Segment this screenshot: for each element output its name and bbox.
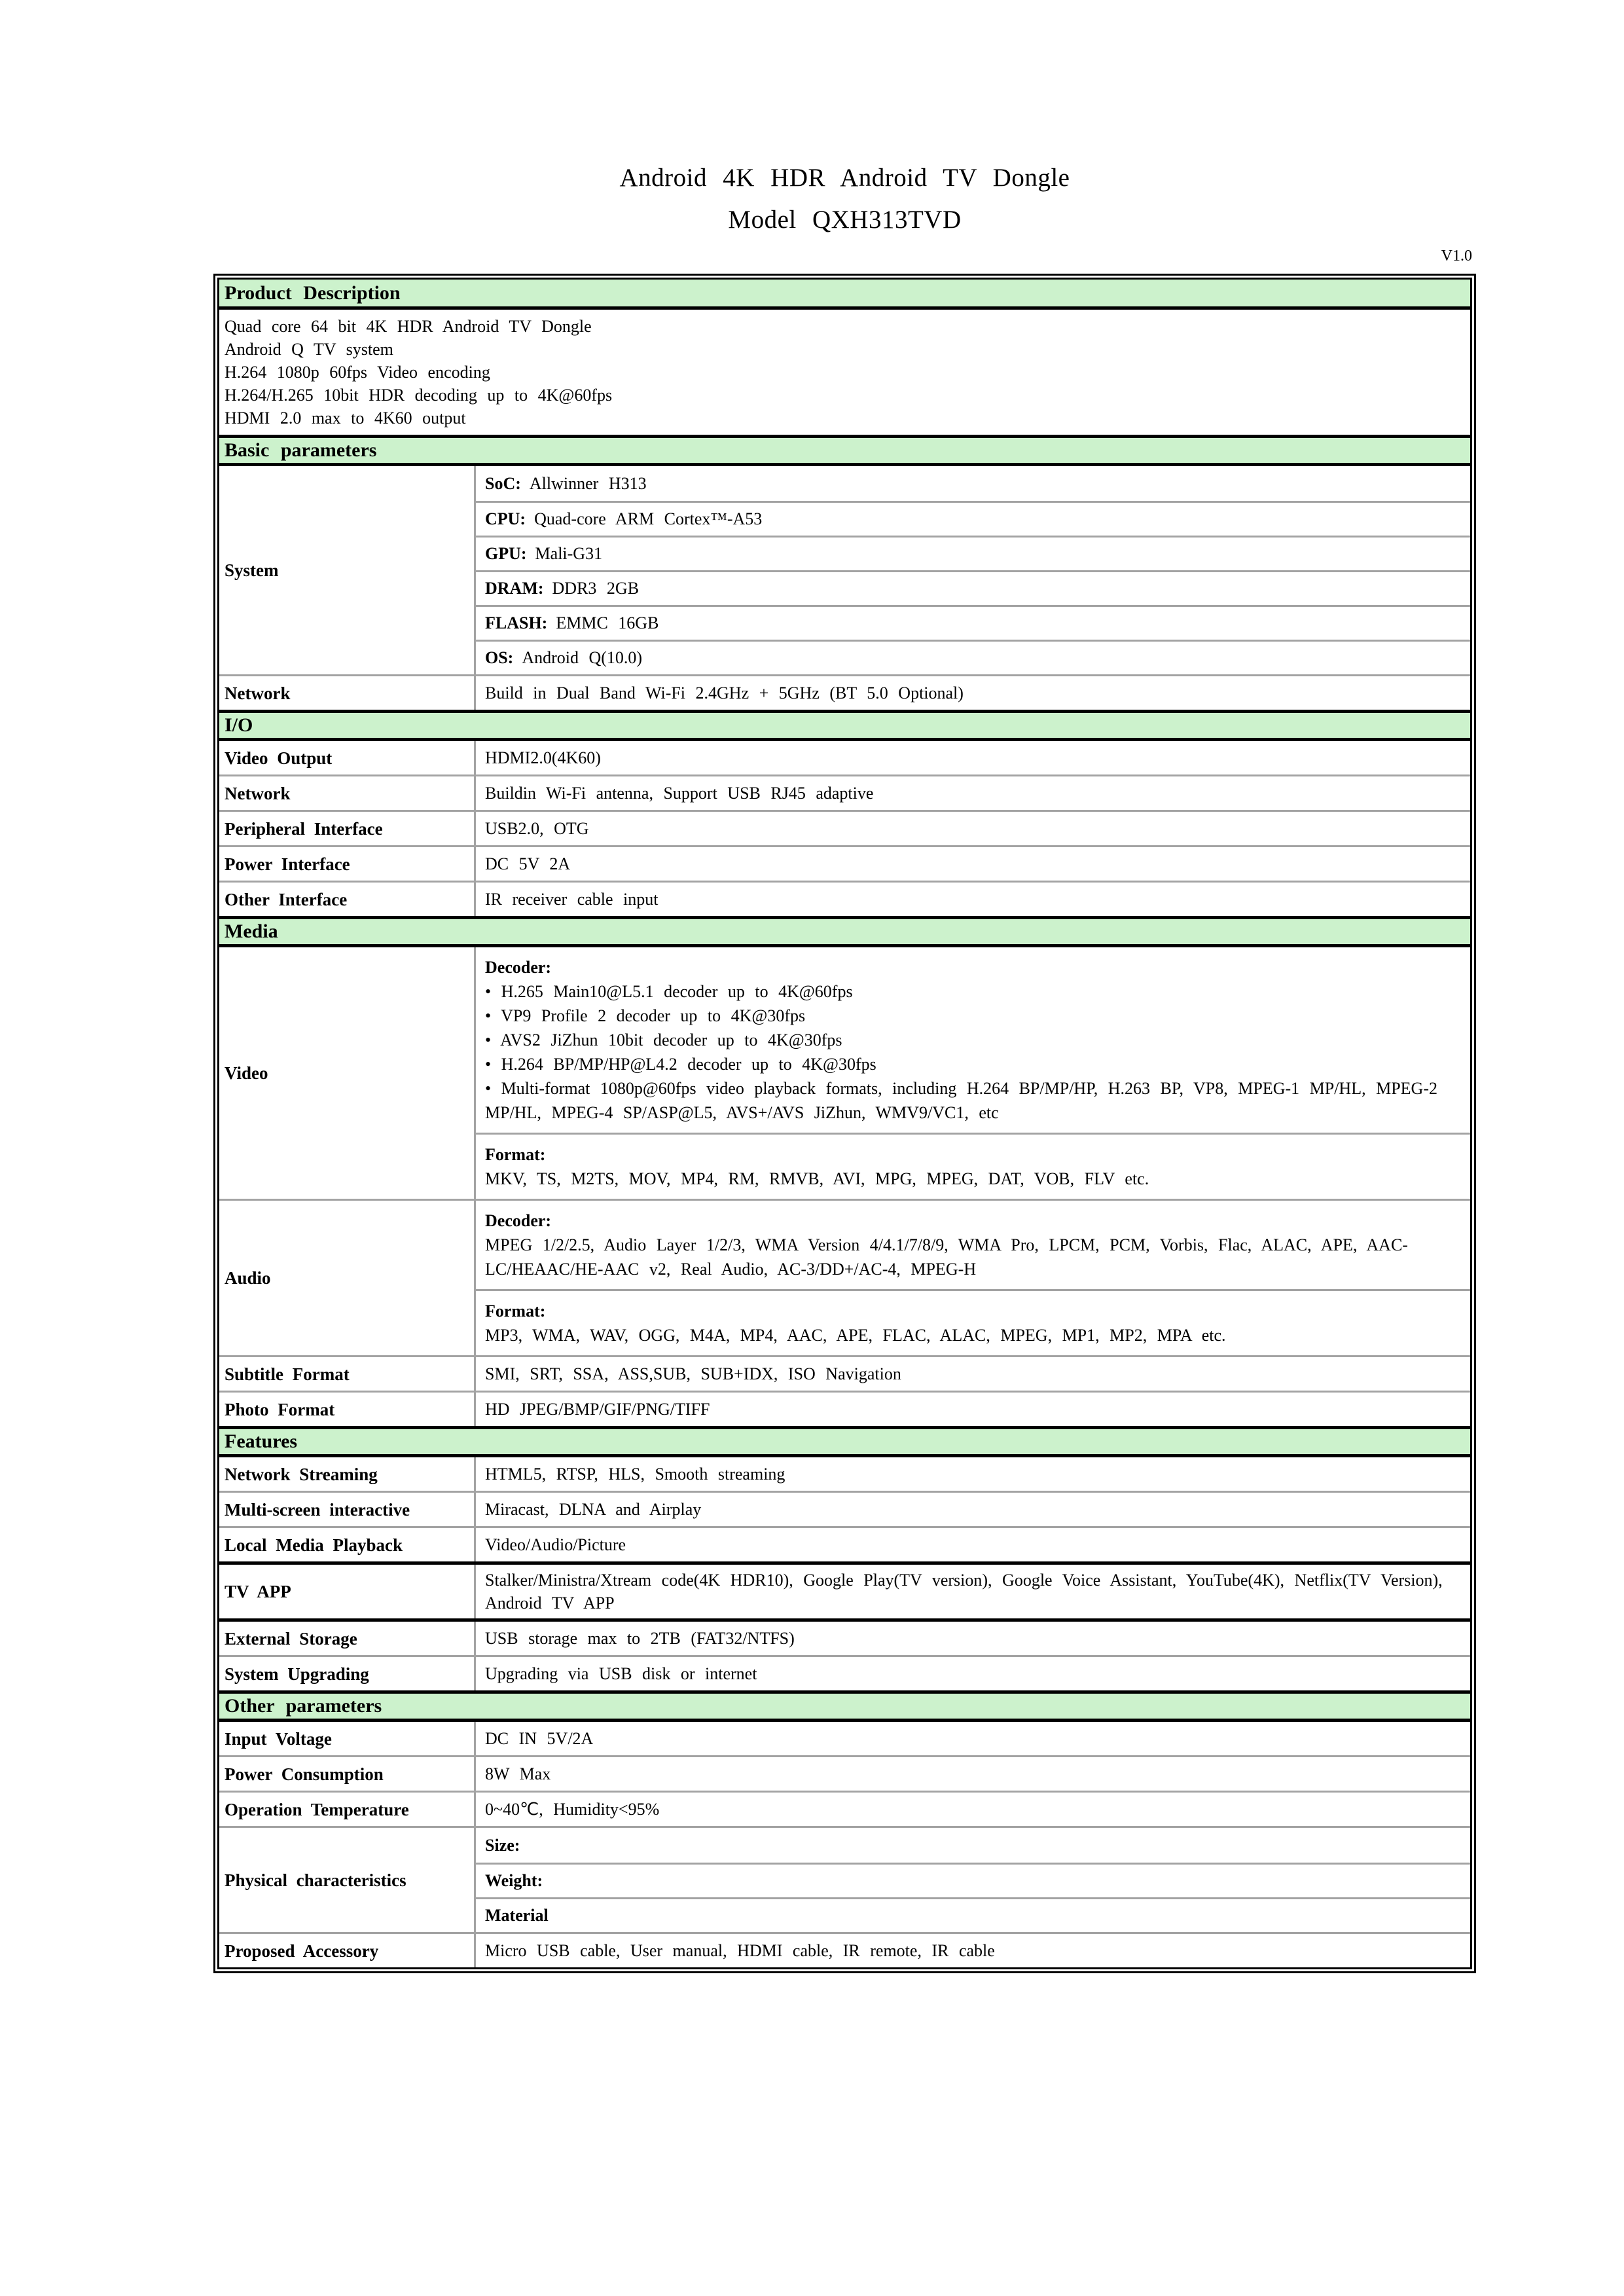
- audio-format-heading: Format:: [485, 1302, 546, 1321]
- section-title-basic-parameters: Basic parameters: [225, 439, 377, 461]
- product-description-line: H.264/H.265 10bit HDR decoding up to 4K@60fps: [225, 386, 613, 405]
- value-photo-format: HD JPEG/BMP/GIF/PNG/TIFF: [485, 1400, 710, 1419]
- label-io-network: Network: [219, 776, 476, 810]
- document-title-line2: Model QXH313TVD: [728, 206, 962, 234]
- video-decoder-bullet: • AVS2 JiZhun 10bit decoder up to 4K@30fps: [485, 1030, 842, 1049]
- row-power-interface: [219, 845, 1470, 881]
- audio-decoder-value: MPEG 1/2/2.5, Audio Layer 1/2/3, WMA Version 4/4.1/7/8/9, WMA Pro, LPCM, PCM, Vorbis, Flac, ALAC, APE, AAC-LC/HEAAC/HE-AAC v2, Real Audio, AC-3/DD+/AC-4, MPEG-H: [485, 1235, 1408, 1279]
- system-item-gpu-value: Mali-G31: [535, 544, 603, 563]
- label-operation-temperature: Operation Temperature: [219, 1793, 476, 1826]
- value-io-network: Buildin Wi-Fi antenna, Support USB RJ45 adaptive: [485, 784, 874, 803]
- row-video: [219, 947, 1470, 1199]
- physical-material-row: [476, 1897, 1470, 1932]
- label-audio: Audio: [219, 1201, 476, 1355]
- value-external-storage: USB storage max to 2TB (FAT32/NTFS): [485, 1629, 795, 1648]
- section-header-other-parameters: [219, 1690, 1470, 1722]
- system-item-soc-prefix: SoC:: [485, 473, 521, 493]
- audio-format-value: MP3, WMA, WAV, OGG, M4A, MP4, AAC, APE, FLAC, ALAC, MPEG, MP1, MP2, MPA etc.: [485, 1326, 1226, 1345]
- label-physical-characteristics: Physical characteristics: [219, 1828, 476, 1932]
- system-stack: [476, 466, 1470, 674]
- section-title-io: I/O: [225, 714, 253, 736]
- system-item-os-prefix: OS:: [485, 648, 514, 667]
- row-video-output: [219, 741, 1470, 774]
- label-video: Video: [219, 947, 476, 1199]
- row-multi-screen-interactive: [219, 1491, 1470, 1526]
- row-audio: [219, 1199, 1470, 1355]
- label-proposed-accessory: Proposed Accessory: [219, 1934, 476, 1967]
- row-operation-temperature: [219, 1791, 1470, 1826]
- product-description-line: Quad core 64 bit 4K HDR Android TV Dongle: [225, 317, 592, 336]
- system-item-os: [476, 640, 1470, 674]
- row-power-consumption: [219, 1755, 1470, 1791]
- label-input-voltage: Input Voltage: [219, 1722, 476, 1755]
- audio-stack: [476, 1201, 1470, 1355]
- row-physical-characteristics: [219, 1826, 1470, 1932]
- row-other-interface: [219, 881, 1470, 916]
- section-title-features: Features: [225, 1430, 298, 1452]
- value-other-interface: IR receiver cable input: [485, 890, 659, 909]
- value-video-output: HDMI2.0(4K60): [485, 748, 601, 767]
- video-decoder-bullet: • VP9 Profile 2 decoder up to 4K@30fps: [485, 1006, 806, 1025]
- video-decoder-block: [476, 947, 1470, 1133]
- row-input-voltage: [219, 1722, 1470, 1755]
- row-photo-format: [219, 1391, 1470, 1426]
- section-title-product-description: Product Description: [225, 282, 401, 304]
- label-tv-app: TV APP: [219, 1565, 476, 1618]
- label-video-output: Video Output: [219, 741, 476, 774]
- system-item-flash: [476, 605, 1470, 640]
- video-stack: [476, 947, 1470, 1199]
- physical-weight-row: [476, 1863, 1470, 1897]
- label-power-consumption: Power Consumption: [219, 1757, 476, 1791]
- value-power-consumption: 8W Max: [485, 1764, 551, 1783]
- system-item-flash-value: EMMC 16GB: [556, 613, 659, 632]
- video-format-heading: Format:: [485, 1145, 546, 1164]
- system-item-os-value: Android Q(10.0): [522, 648, 643, 667]
- video-decoder-bullet: • H.264 BP/MP/HP@L4.2 decoder up to 4K@30fps: [485, 1055, 876, 1074]
- system-item-dram-value: DDR3 2GB: [552, 579, 640, 598]
- row-external-storage: [219, 1622, 1470, 1655]
- video-decoder-bullet: • H.265 Main10@L5.1 decoder up to 4K@60fps: [485, 982, 853, 1001]
- value-local-media-playback: Video/Audio/Picture: [485, 1535, 626, 1554]
- video-format-block: [476, 1133, 1470, 1199]
- row-local-media-playback: [219, 1526, 1470, 1561]
- document-title-line1: Android 4K HDR Android TV Dongle: [619, 164, 1070, 192]
- value-subtitle-format: SMI, SRT, SSA, ASS,SUB, SUB+IDX, ISO Navigation: [485, 1364, 901, 1383]
- row-network-streaming: [219, 1457, 1470, 1491]
- row-system-upgrading: [219, 1655, 1470, 1690]
- row-system: [219, 466, 1470, 674]
- section-header-basic-parameters: [219, 435, 1470, 466]
- label-multi-screen-interactive: Multi-screen interactive: [219, 1493, 476, 1526]
- system-item-cpu-value: Quad-core ARM Cortex™-A53: [534, 509, 763, 528]
- value-proposed-accessory: Micro USB cable, User manual, HDMI cable, IR remote, IR cable: [485, 1941, 995, 1960]
- label-system-upgrading: System Upgrading: [219, 1657, 476, 1690]
- audio-decoder-heading: Decoder:: [485, 1211, 552, 1230]
- product-description-line: H.264 1080p 60fps Video encoding: [225, 363, 490, 382]
- row-proposed-accessory: [219, 1932, 1470, 1967]
- system-item-gpu-prefix: GPU:: [485, 544, 527, 563]
- system-item-soc: [476, 466, 1470, 501]
- physical-size-row: [476, 1828, 1470, 1863]
- label-power-interface: Power Interface: [219, 847, 476, 881]
- system-item-flash-prefix: FLASH:: [485, 613, 548, 632]
- video-format-value: MKV, TS, M2TS, MOV, MP4, RM, RMVB, AVI, MPG, MPEG, DAT, VOB, FLV etc.: [485, 1169, 1149, 1188]
- physical-stack: [476, 1828, 1470, 1932]
- spec-table: [213, 274, 1476, 1973]
- version-label: V1.0: [1441, 247, 1472, 264]
- audio-format-block: [476, 1289, 1470, 1355]
- physical-material-label: Material: [485, 1906, 549, 1925]
- value-peripheral-interface: USB2.0, OTG: [485, 819, 589, 838]
- physical-size-label: Size:: [485, 1835, 520, 1855]
- label-system: System: [219, 466, 476, 674]
- product-description-cell: [219, 310, 1470, 435]
- value-system-upgrading: Upgrading via USB disk or internet: [485, 1664, 757, 1683]
- value-multi-screen-interactive: Miracast, DLNA and Airplay: [485, 1500, 702, 1519]
- system-item-cpu-prefix: CPU:: [485, 509, 526, 528]
- system-item-gpu: [476, 536, 1470, 570]
- audio-decoder-block: [476, 1201, 1470, 1289]
- section-header-features: [219, 1426, 1470, 1457]
- document-title: [213, 157, 1476, 241]
- value-basic-network: Build in Dual Band Wi-Fi 2.4GHz + 5GHz (BT 5.0 Optional): [485, 683, 964, 702]
- section-title-media: Media: [225, 920, 278, 942]
- system-item-dram-prefix: DRAM:: [485, 579, 544, 598]
- label-network-streaming: Network Streaming: [219, 1457, 476, 1491]
- label-subtitle-format: Subtitle Format: [219, 1357, 476, 1391]
- section-title-other-parameters: Other parameters: [225, 1695, 382, 1717]
- product-description-line: Android Q TV system: [225, 340, 393, 359]
- value-tv-app: Stalker/Ministra/Xtream code(4K HDR10), Google Play(TV version), Google Voice Assistant, YouTube(4K), Netflix(TV Version), Android TV APP: [485, 1571, 1443, 1613]
- label-peripheral-interface: Peripheral Interface: [219, 812, 476, 845]
- row-io-network: [219, 774, 1470, 810]
- video-decoder-heading: Decoder:: [485, 958, 552, 977]
- section-header-io: [219, 710, 1470, 741]
- section-header-product-description: [219, 280, 1470, 310]
- system-item-dram: [476, 570, 1470, 605]
- physical-weight-label: Weight:: [485, 1871, 543, 1890]
- row-basic-network: [219, 674, 1470, 710]
- row-tv-app: [219, 1561, 1470, 1622]
- row-peripheral-interface: [219, 810, 1470, 845]
- label-basic-network: Network: [219, 676, 476, 710]
- product-description-line: HDMI 2.0 max to 4K60 output: [225, 409, 466, 428]
- row-subtitle-format: [219, 1355, 1470, 1391]
- system-item-soc-value: Allwinner H313: [529, 473, 647, 493]
- label-local-media-playback: Local Media Playback: [219, 1528, 476, 1561]
- value-operation-temperature: 0~40℃, Humidity<95%: [485, 1800, 660, 1819]
- value-power-interface: DC 5V 2A: [485, 854, 571, 873]
- label-photo-format: Photo Format: [219, 1393, 476, 1426]
- label-external-storage: External Storage: [219, 1622, 476, 1655]
- label-other-interface: Other Interface: [219, 883, 476, 916]
- video-decoder-bullet: • Multi-format 1080p@60fps video playback formats, including H.264 BP/MP/HP, H.263 BP, VP8, MPEG-1 MP/HL, MPEG-2 MP/HL, MPEG-4 SP/ASP@L5, AVS+/AVS JiZhun, WMV9/VC1, etc: [485, 1079, 1437, 1122]
- value-input-voltage: DC IN 5V/2A: [485, 1729, 594, 1748]
- value-network-streaming: HTML5, RTSP, HLS, Smooth streaming: [485, 1465, 785, 1484]
- section-header-media: [219, 916, 1470, 947]
- system-item-cpu: [476, 501, 1470, 536]
